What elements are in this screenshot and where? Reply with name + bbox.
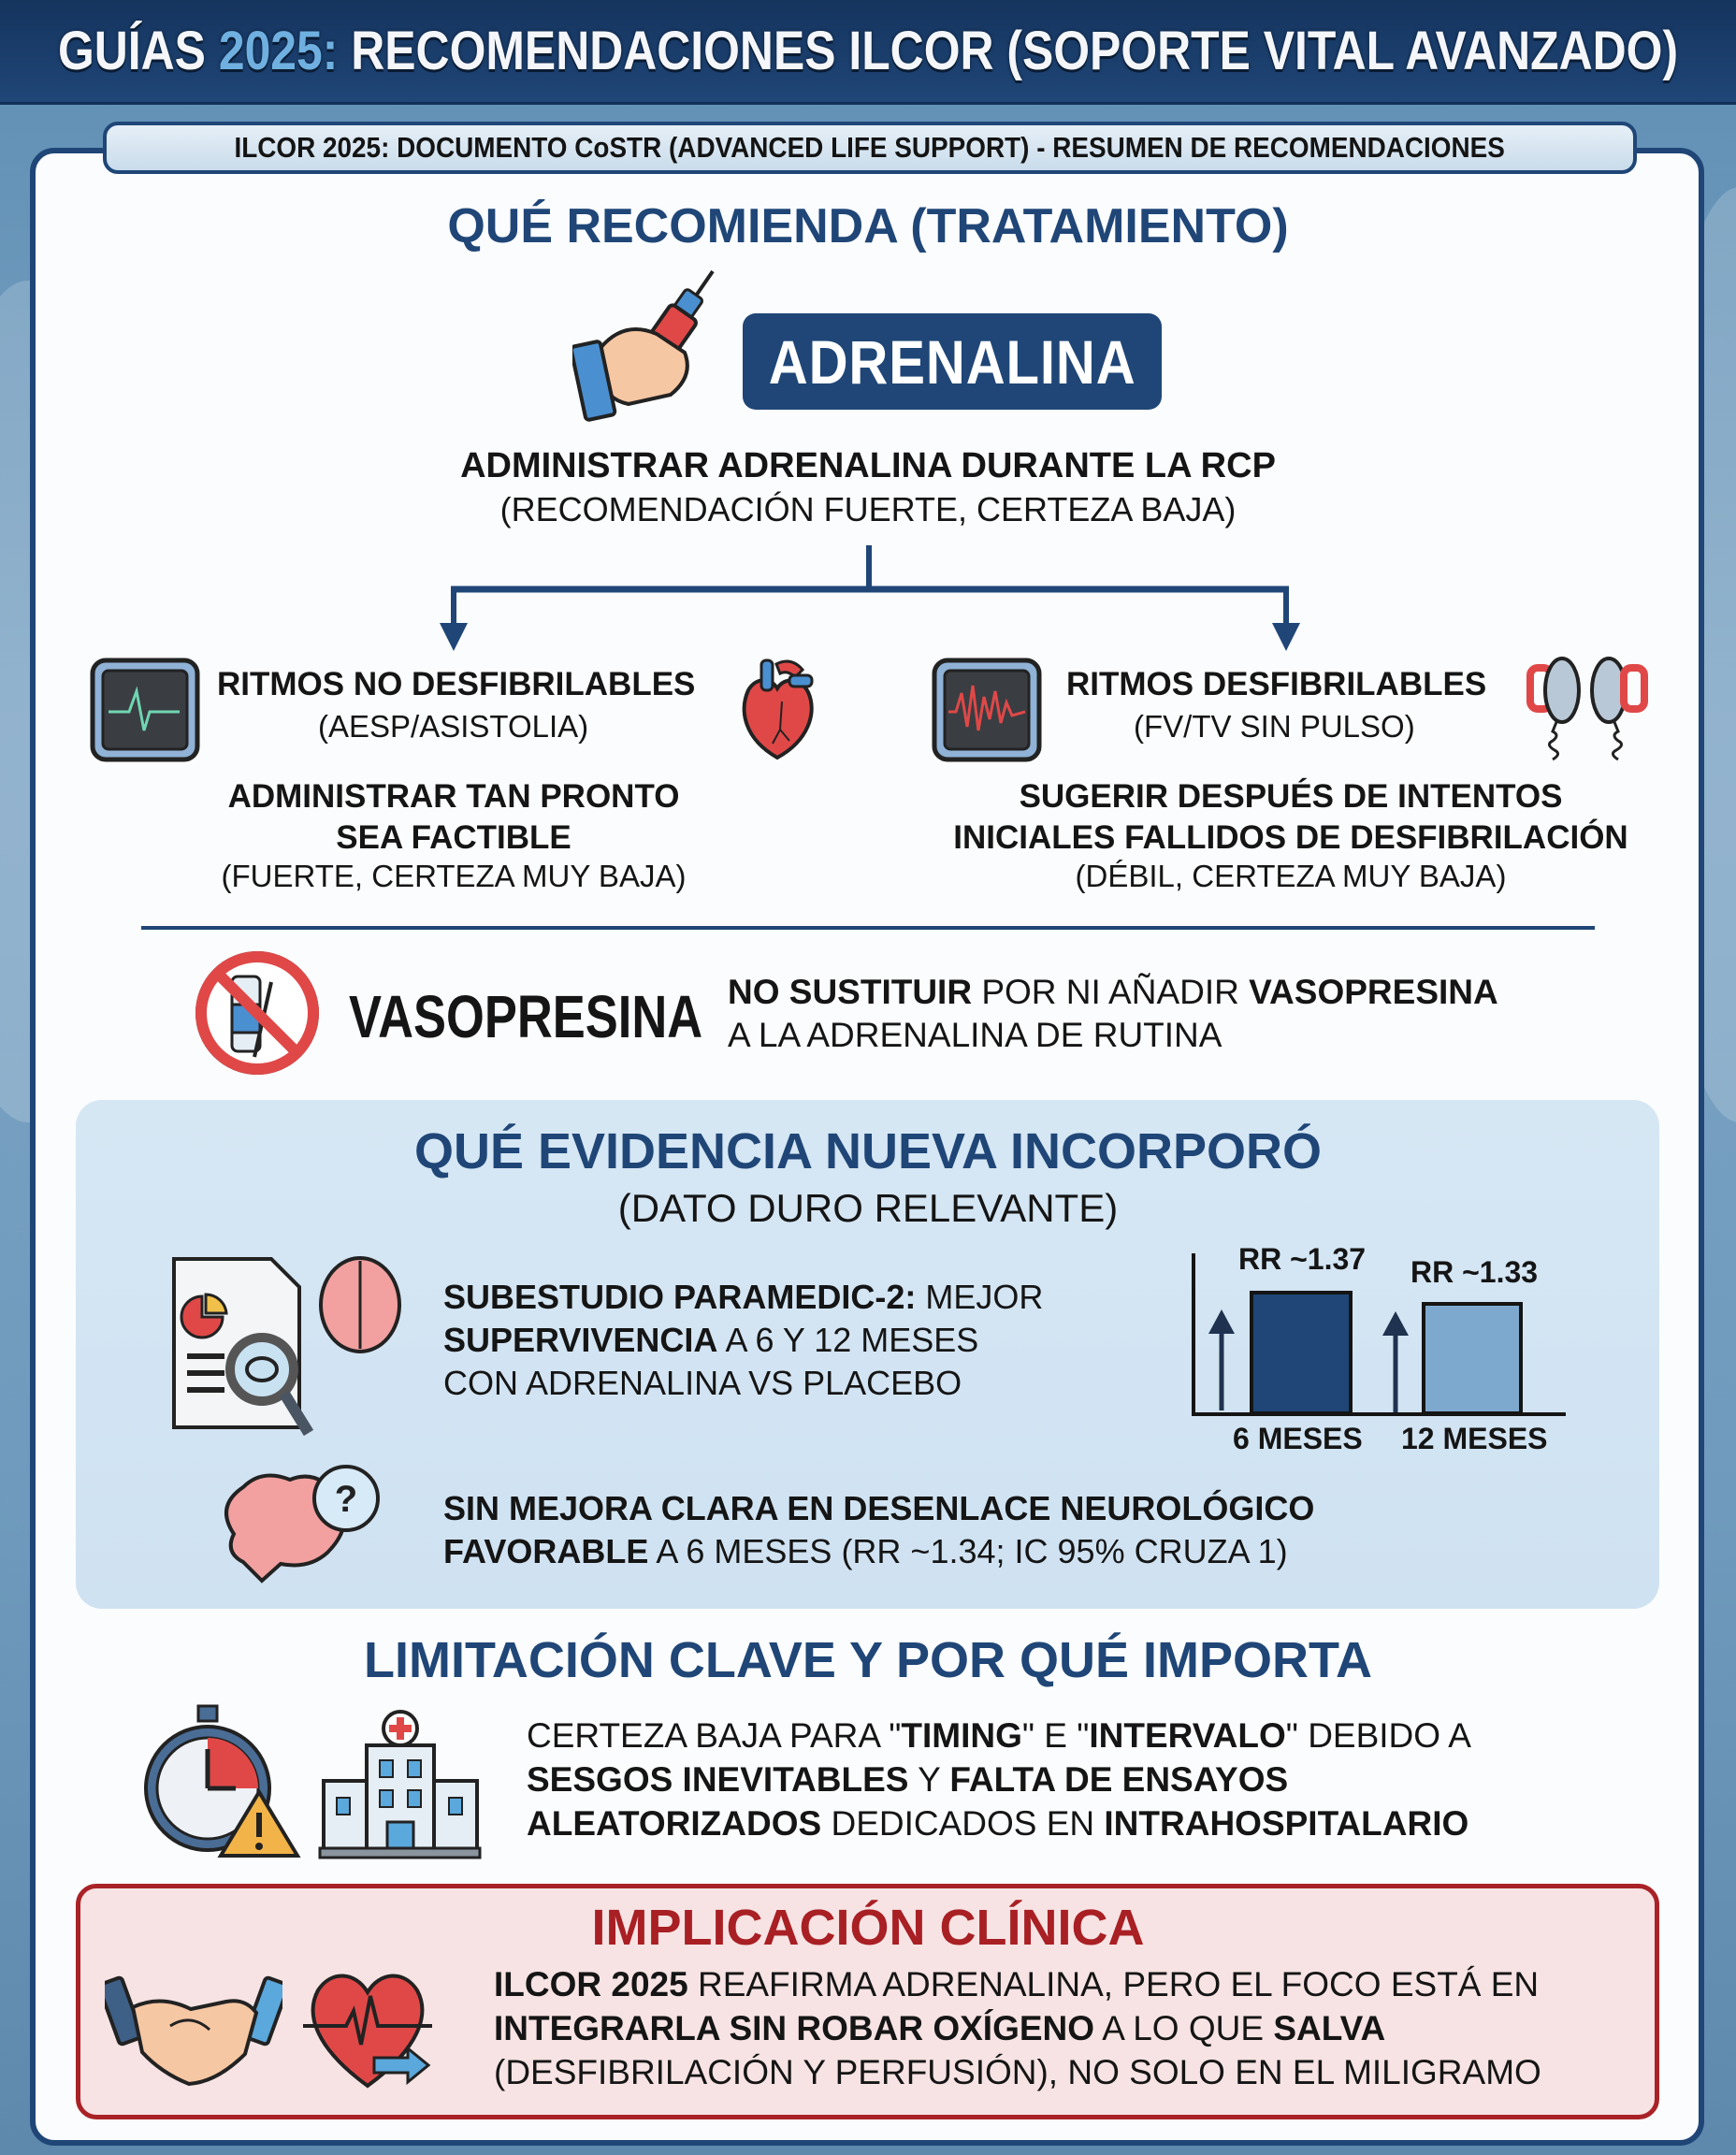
rhythm-action-shockable: SUGERIR DESPUÉS DE INTENTOS INICIALES FALLIDOS DE DESFIBRILACIÓN (953, 778, 1628, 856)
stopwatch-warning-icon (142, 1704, 301, 1859)
vasopressin-recommendation: NO SUSTITUIR POR NI AÑADIR VASOPRESINA A LA ADRENALINA DE RUTINA (728, 973, 1498, 1054)
page-title: GUÍAS 2025: RECOMENDACIONES ILCOR (SOPORTE VITAL AVANZADO) (57, 21, 1679, 81)
adrenalina-badge (743, 313, 1162, 410)
survival-rr-chart (1188, 1235, 1571, 1478)
vf-ecg-monitor-icon (932, 658, 1042, 762)
section-title-implication: IMPLICACIÓN CLÍNICA (591, 1900, 1145, 1956)
chart-bar-label: RR ~1.33 (1410, 1255, 1539, 1289)
defibrillator-paddles-icon (1526, 655, 1648, 767)
section-title-evidence: QUÉ EVIDENCIA NUEVA INCORPORÓ (413, 1123, 1323, 1179)
brain-question-icon (206, 1459, 383, 1609)
main-recommendation-grade: (RECOMENDACIÓN FUERTE, CERTEZA BAJA) (499, 490, 1237, 528)
rhythm-grade-non-shockable: (FUERTE, CERTEZA MUY BAJA) (221, 859, 687, 893)
rhythm-action-non-shockable: ADMINISTRAR TAN PRONTO SEA FACTIBLE (227, 778, 680, 856)
document-magnifier-icon (168, 1253, 402, 1440)
subtitle-text: ILCOR 2025: DOCUMENTO CoSTR (ADVANCED LIFE SUPPORT) - RESUMEN DE RECOMENDACIONES (234, 131, 1506, 164)
section-title-limitation: LIMITACIÓN CLAVE Y POR QUÉ IMPORTA (363, 1632, 1373, 1688)
chart-category-label: 6 MESES (1233, 1422, 1363, 1455)
chart-y-axis (1192, 1253, 1195, 1415)
rhythm-grade-shockable: (DÉBIL, CERTEZA MUY BAJA) (1075, 859, 1507, 893)
subtitle-banner (103, 122, 1637, 174)
rhythm-title-non-shockable: RITMOS NO DESFIBRILABLES (217, 666, 696, 702)
hospital-icon (318, 1708, 482, 1859)
no-vasopressin-icon (187, 945, 327, 1081)
heart-ecg-icon (297, 1955, 438, 2095)
svg-text:?: ? (334, 1479, 358, 1520)
syringe-hand-icon (572, 264, 760, 423)
clinical-implication-text: ILCOR 2025 REAFIRMA ADRENALINA, PERO EL FOCO ESTÁ EN INTEGRARLA SIN ROBAR OXÍGENO A LO QUE SALVA (DESFIBRILACIÓN Y PERFUSIÓN), NO SOLO EN EL MILIGRAMO (494, 1965, 1541, 2091)
rhythm-subtitle-non-shockable: (AESP/ASISTOLIA) (318, 709, 589, 744)
section-divider (141, 926, 1595, 930)
heart-icon (735, 655, 819, 767)
rhythm-subtitle-shockable: (FV/TV SIN PULSO) (1134, 709, 1415, 744)
rhythm-title-shockable: RITMOS DESFIBRILABLES (1066, 666, 1487, 702)
finding-neurological: SIN MEJORA CLARA EN DESENLACE NEUROLÓGICO FAVORABLE A 6 MESES (RR ~1.34; IC 95% CRUZA 1) (443, 1489, 1315, 1570)
adrenalina-badge-label: ADRENALINA (768, 326, 1136, 397)
handshake-icon (105, 1960, 282, 2091)
up-arrow-icon (1382, 1311, 1409, 1414)
section-subtitle-evidence: (DATO DURO RELEVANTE) (617, 1186, 1119, 1230)
chart-bar-6-meses (1250, 1291, 1353, 1415)
title-bar (0, 0, 1736, 105)
chart-category-label: 12 MESES (1401, 1422, 1548, 1455)
main-recommendation: ADMINISTRAR ADRENALINA DURANTE LA RCP (460, 446, 1276, 485)
section-title-treatment: QUÉ RECOMIENDA (TRATAMIENTO) (447, 199, 1289, 253)
limitation-text: CERTEZA BAJA PARA "TIMING" E "INTERVALO" DEBIDO A SESGOS INEVITABLES Y FALTA DE ENSAYOS ALEATORIZADOS DEDICADOS EN INTRAHOSPITALARIO (527, 1716, 1471, 1843)
flat-ecg-monitor-icon (90, 658, 200, 762)
chart-bar-12-meses (1422, 1302, 1523, 1415)
chart-bar-label: RR ~1.37 (1238, 1242, 1367, 1276)
up-arrow-icon (1208, 1309, 1235, 1412)
vasopressin-label: VASOPRESINA (349, 983, 703, 1050)
finding-survival: SUBESTUDIO PARAMEDIC-2: MEJOR SUPERVIVENCIA A 6 Y 12 MESES CON ADRENALINA VS PLACEBO (443, 1278, 1044, 1402)
